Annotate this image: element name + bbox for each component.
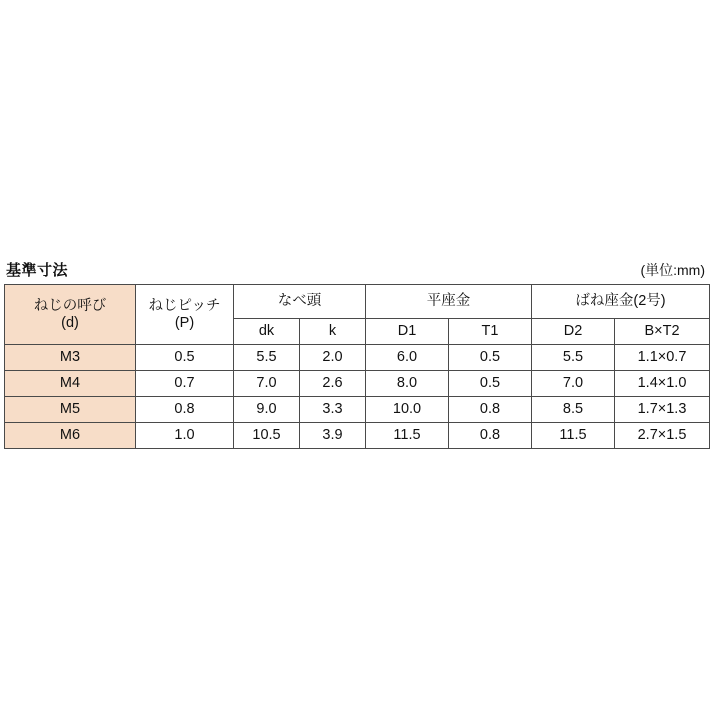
header-b-x-t2: B×T2 bbox=[615, 319, 710, 345]
header-thread-pitch-line2: (P) bbox=[174, 314, 195, 331]
table-row bbox=[5, 397, 710, 423]
cell-d2: 7.0 bbox=[532, 371, 615, 397]
cell-dk: 9.0 bbox=[234, 397, 300, 423]
table-row bbox=[5, 371, 710, 397]
cell-d2: 5.5 bbox=[532, 345, 615, 371]
specification-block bbox=[4, 259, 709, 449]
cell-k: 2.6 bbox=[300, 371, 366, 397]
cell-thread-designation: M6 bbox=[5, 423, 136, 449]
header-d2: D2 bbox=[532, 319, 615, 345]
header-group-pan-head: なべ頭 bbox=[234, 285, 366, 319]
cell-dk: 7.0 bbox=[234, 371, 300, 397]
cell-k: 3.9 bbox=[300, 423, 366, 449]
cell-k: 2.0 bbox=[300, 345, 366, 371]
cell-t1: 0.5 bbox=[449, 371, 532, 397]
cell-d2: 11.5 bbox=[532, 423, 615, 449]
table-caption-row bbox=[4, 259, 709, 284]
table-header-row-group bbox=[5, 285, 710, 319]
cell-d1: 6.0 bbox=[366, 345, 449, 371]
cell-thread-designation: M5 bbox=[5, 397, 136, 423]
cell-dk: 5.5 bbox=[234, 345, 300, 371]
cell-pitch: 0.7 bbox=[136, 371, 234, 397]
header-thread-pitch-line1: ねじピッチ bbox=[148, 297, 221, 314]
standard-dimensions-table bbox=[4, 284, 710, 449]
table-body bbox=[5, 345, 710, 449]
cell-pitch: 1.0 bbox=[136, 423, 234, 449]
header-d1: D1 bbox=[366, 319, 449, 345]
header-t1: T1 bbox=[449, 319, 532, 345]
table-title: 基準寸法 bbox=[6, 262, 69, 279]
unit-note: (単位:mm) bbox=[640, 262, 705, 278]
header-group-spring-washer: ばね座金(2号) bbox=[532, 285, 710, 319]
cell-thread-designation: M3 bbox=[5, 345, 136, 371]
cell-pitch: 0.5 bbox=[136, 345, 234, 371]
cell-b-x-t2: 1.1×0.7 bbox=[615, 345, 710, 371]
header-thread-pitch bbox=[136, 285, 234, 345]
cell-thread-designation: M4 bbox=[5, 371, 136, 397]
cell-dk: 10.5 bbox=[234, 423, 300, 449]
cell-d2: 8.5 bbox=[532, 397, 615, 423]
header-k: k bbox=[300, 319, 366, 345]
cell-k: 3.3 bbox=[300, 397, 366, 423]
header-thread-designation-line1: ねじの呼び bbox=[33, 297, 107, 314]
cell-d1: 11.5 bbox=[366, 423, 449, 449]
cell-t1: 0.8 bbox=[449, 397, 532, 423]
cell-b-x-t2: 1.7×1.3 bbox=[615, 397, 710, 423]
cell-t1: 0.8 bbox=[449, 423, 532, 449]
cell-d1: 10.0 bbox=[366, 397, 449, 423]
table-row bbox=[5, 423, 710, 449]
header-dk: dk bbox=[234, 319, 300, 345]
header-thread-designation bbox=[5, 285, 136, 345]
cell-pitch: 0.8 bbox=[136, 397, 234, 423]
cell-b-x-t2: 2.7×1.5 bbox=[615, 423, 710, 449]
table-row bbox=[5, 345, 710, 371]
cell-b-x-t2: 1.4×1.0 bbox=[615, 371, 710, 397]
header-thread-designation-line2: (d) bbox=[61, 314, 79, 331]
header-group-flat-washer: 平座金 bbox=[366, 285, 532, 319]
cell-d1: 8.0 bbox=[366, 371, 449, 397]
cell-t1: 0.5 bbox=[449, 345, 532, 371]
